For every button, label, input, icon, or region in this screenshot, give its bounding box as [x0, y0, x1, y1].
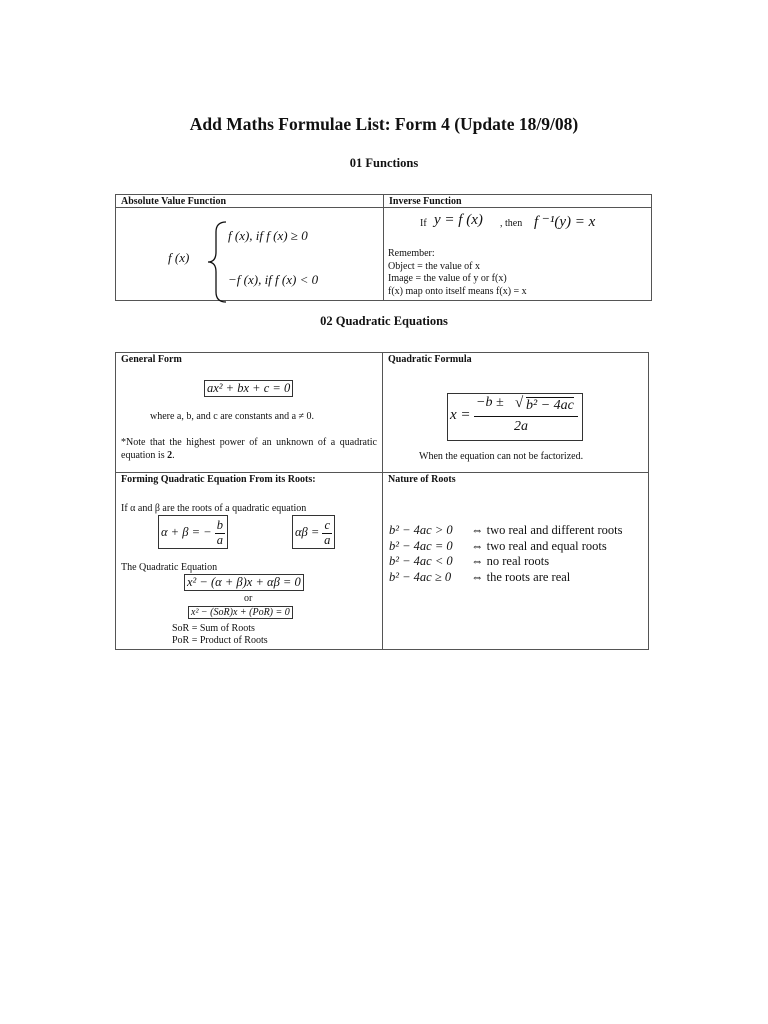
formula-lhs: x = [450, 407, 471, 423]
quadratic-formula-header: Quadratic Formula [388, 354, 472, 365]
nature-row: b² − 4ac = 0 ⇔ two real and equal roots [389, 538, 607, 553]
inverse-notes [388, 248, 527, 298]
quadratic-formula-caption: When the equation can not be factorized. [419, 451, 584, 462]
quadratic-formula-box [447, 393, 583, 441]
formula-numerator-b: b² − 4ac [526, 398, 574, 413]
formula-fraction-bar [474, 416, 578, 417]
por-definition: PoR = Product of Roots [172, 635, 268, 646]
sor-definition: SoR = Sum of Roots [172, 623, 255, 634]
general-form-header: General Form [121, 354, 182, 365]
product-of-roots-lhs: αβ = [295, 525, 320, 539]
general-form-equation: ax² + bx + c = 0 [204, 380, 293, 397]
absolute-header-cell [116, 195, 384, 208]
general-form-cell [116, 353, 383, 473]
or-label: or [244, 593, 253, 604]
inverse-cell [384, 208, 652, 301]
nature-of-roots-cell [383, 473, 649, 650]
nature-row: b² − 4ac < 0 ⇔ no real roots [389, 554, 550, 568]
remember-label: Remember: [388, 248, 435, 259]
quadratic-equation-label: The Quadratic Equation [121, 562, 218, 573]
inverse-eq-f-inverse: f ⁻¹(y) = x [534, 214, 596, 230]
nature-of-roots-header: Nature of Roots [388, 474, 456, 485]
inverse-header-cell [384, 195, 652, 208]
inverse-if: If [420, 218, 427, 229]
quadratic-equation-alpha-beta: x² − (α + β)x + αβ = 0 [184, 574, 304, 591]
inverse-then: , then [500, 218, 523, 229]
map-note: f(x) map onto itself means f(x) = x [388, 285, 527, 297]
quadratic-formula-cell [383, 353, 649, 473]
formula-numerator-a: −b ± [476, 395, 504, 410]
page-title: Add Maths Formulae List: Form 4 (Update 18/9/08) [189, 114, 579, 134]
absolute-lhs: f (x) [168, 250, 190, 265]
brace-icon [204, 220, 230, 304]
image-note: Image = the value of y or f(x) [388, 273, 507, 284]
object-note: Object = the value of x [388, 260, 480, 272]
nature-row: b² − 4ac ≥ 0 ⇔ the roots are real [389, 569, 571, 584]
square-root-icon: √ [515, 395, 524, 411]
general-form-note: *Note that the highest power of an unknown of a quadratic equation is 2. [121, 437, 377, 461]
quadratic-equation-sor-por: x² − (SoR)x + (PoR) = 0 [188, 606, 293, 619]
product-of-roots-box [292, 515, 335, 549]
absolute-case-positive: f (x), if f (x) ≥ 0 [228, 228, 308, 243]
forming-intro: If α and β are the roots of a quadratic equation [121, 503, 307, 514]
nature-row: b² − 4ac > 0 ⇔ two real and different roots [389, 523, 623, 537]
product-of-roots-fraction: $\frac{c}{a}$ [324, 517, 331, 547]
section-heading-quadratic: 02 Quadratic Equations [320, 314, 448, 328]
nature-of-roots-list [389, 523, 622, 585]
quadratic-table [115, 352, 649, 650]
formula-denominator: 2a [514, 419, 528, 434]
inverse-header: Inverse Function [389, 196, 462, 207]
absolute-cell [116, 208, 384, 301]
inverse-eq-y: y = f (x) [434, 212, 483, 228]
absolute-header: Absolute Value Function [121, 196, 227, 207]
general-form-where: where a, b, and c are constants and a ≠ 0. [150, 411, 315, 422]
sum-of-roots-lhs: α + β = − [161, 525, 212, 539]
forming-equation-cell [116, 473, 383, 650]
forming-equation-header: Forming Quadratic Equation From its Roots: [121, 474, 316, 485]
sum-of-roots-box [158, 515, 228, 549]
absolute-case-negative: −f (x), if f (x) < 0 [228, 272, 319, 287]
sum-of-roots-fraction: $\frac{b}{a}$ [216, 517, 223, 547]
section-heading-functions: 01 Functions [349, 156, 419, 170]
functions-table [115, 194, 652, 301]
